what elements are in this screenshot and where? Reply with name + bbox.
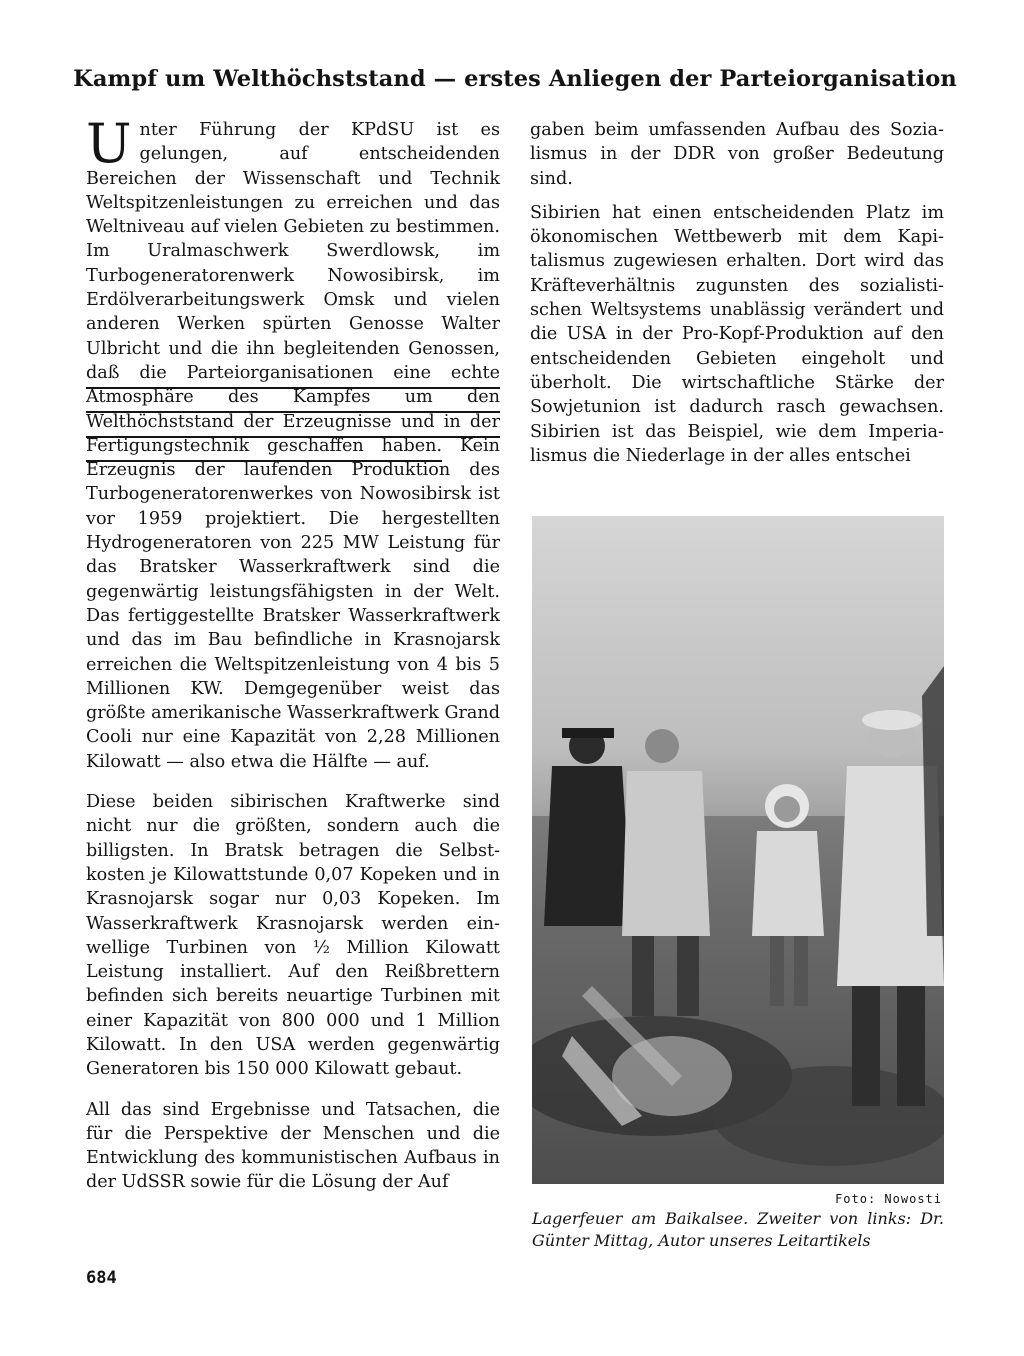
paragraph-1-text-b: Kein Erzeugnis der laufenden Produktion des Turbogeneratorenwerkes von Nowosibirsk ist vor 1959 projektiert. Die hergestellten Hydrogeneratoren von 225 MW Leistung für das Bratsker Wasserkraftwerk sind die gegenwärtig leistungsfähigsten in der Welt. Das fertiggestellte Bratsker Wasserkraftwerk und das im Bau befindliche in Krasnojarsk erreichen die Weltspitzenleistung von 4 bis 5 Millionen KW. Demgegenüber weist das größte amerikanische Wasserkraftwerk Grand Cooli nur eine Kapazität von 2,28 Millionen Kilowatt — also etwa die Hälfte — auf.: [86, 435, 500, 772]
photo-caption: Lagerfeuer am Baikalsee. Zweiter von links: Dr. Günter Mittag, Autor unseres Leitartikels: [532, 1209, 944, 1250]
page-number: 684: [86, 1268, 117, 1288]
paragraph-siberia: Sibirien hat einen entscheidenden Platz im ökonomischen Wettbewerb mit dem Kapitalismus zugewiesen erhalten. Dort wird das Kräfteverhältnis zugunsten des sozialistischen Weltsystems unablässig verändert und die USA in der Pro-Kopf-Produktion auf den entscheidenden Gebieten eingeholt und überholt. Die wirtschaftliche Stärke der Sowjetunion ist dadurch rasch gewachsen. Sibirien ist das Beispiel, wie dem Imperialismus die Niederlage in der alles entschei: [530, 202, 944, 466]
photo-credit: Foto: Nowosti: [835, 1192, 942, 1206]
paragraph-1-text-a: nter Führung der KPdSU ist es gelungen, auf entscheidenden Bereichen der Wissenschaft und Technik Weltspitzenleistungen zu erreichen und das Weltniveau auf vielen Gebieten zu bestimmen. Im Uralmaschwerk Swerdlowsk, im Turbogeneratorenwerk Nowosibirsk, im Erdölverarbeitungswerk Omsk und vielen anderen Werken spürten Genosse Walter Ulbricht und die ihn begleitenden Genossen,: [86, 120, 500, 359]
left-column: [86, 112, 500, 1195]
underlined-passage: daß die Parteiorganisationen eine echte Atmosphäre des Kampfes um den Welthöchststand der Erzeugnisse und in der Fertigungstechnik geschaffen haben.: [86, 362, 500, 456]
paragraph-1: [86, 112, 500, 774]
right-column: [530, 118, 944, 468]
photo-illustration: [532, 516, 944, 1184]
article-title: Kampf um Welthöchststand — erstes Anliegen der Parteiorganisation: [73, 66, 957, 92]
paragraph-3: All das sind Ergebnisse und Tatsachen, die für die Perspektive der Menschen und die Entwicklung des kommunistischen Aufbaus in der UdSSR sowie für die Lösung der Auf: [86, 1099, 500, 1193]
campfire-photo: [532, 516, 944, 1184]
drop-cap: U: [86, 112, 132, 175]
paragraph-2: Diese beiden sibirischen Kraftwerke sind nicht nur die größten, sondern auch die billigsten. In Bratsk betragen die Selbstkosten je Kilowattstunde 0,07 Kopeken und in Krasnojarsk sogar nur 0,03 Kopeken. Im Wasserkraftwerk Krasnojarsk werden einwellige Turbinen von ½ Million Kilowatt Leistung installiert. Auf den Reißbrettern befinden sich bereits neuartige Turbinen mit einer Kapazität von 800 000 und 1 Million Kilowatt. In den USA werden gegenwärtig Generatoren bis 150 000 Kilowatt gebaut.: [86, 792, 500, 1080]
paragraph-continuation: gaben beim umfassenden Aufbau des Sozialismus in der DDR von großer Bedeutung sind.: [530, 120, 944, 189]
